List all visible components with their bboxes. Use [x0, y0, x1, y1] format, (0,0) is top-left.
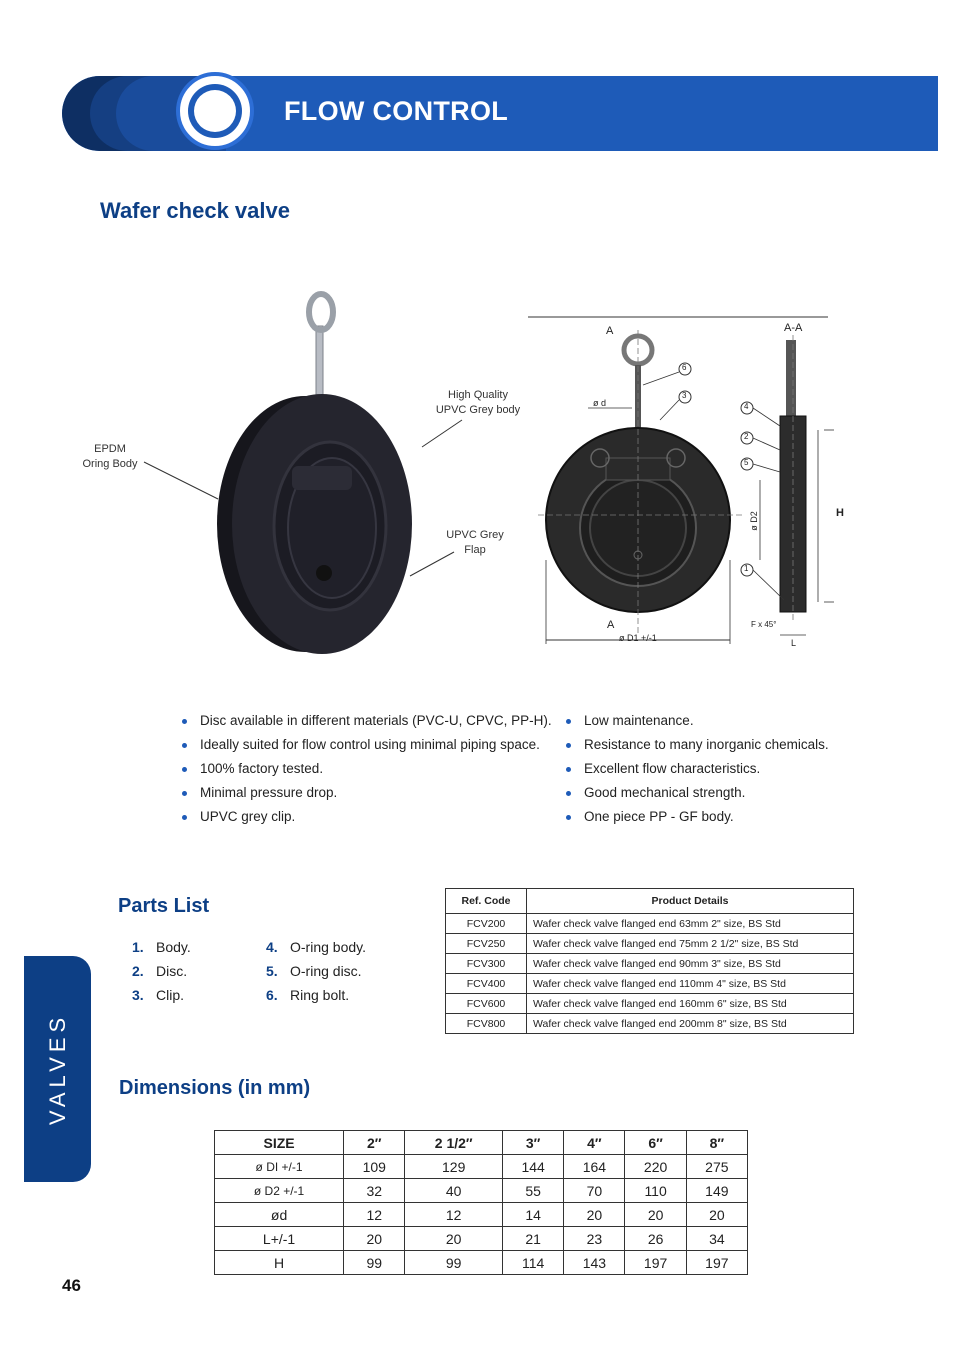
feature-item: Ideally suited for flow control using minimal piping space. — [182, 733, 552, 757]
valve-illustration — [60, 290, 530, 670]
row-label: L+/-1 — [215, 1227, 344, 1251]
features-right — [566, 709, 829, 829]
parts-list-title: Parts List — [118, 895, 210, 917]
column-header: 2 1/2″ — [405, 1131, 503, 1155]
ref-code-cell: FCV800 — [446, 1014, 527, 1034]
table-cell: 143 — [564, 1251, 625, 1275]
table-row — [446, 994, 854, 1014]
table-row — [215, 1251, 748, 1275]
drawing-label-a-bottom: A — [607, 619, 615, 631]
feature-item: Low maintenance. — [566, 709, 829, 733]
drawing-marker-1: 1 — [744, 564, 749, 573]
table-row — [215, 1155, 748, 1179]
column-header: Ref. Code — [446, 889, 527, 914]
column-header: 4″ — [564, 1131, 625, 1155]
table-cell: 26 — [625, 1227, 686, 1251]
product-details-cell: Wafer check valve flanged end 160mm 6" size, BS Std — [527, 994, 854, 1014]
table-cell: 32 — [344, 1179, 405, 1203]
column-header: SIZE — [215, 1131, 344, 1155]
part-label: Disc. — [156, 963, 188, 979]
drawing-label-d: ø d — [593, 398, 607, 408]
drawing-marker-2: 2 — [744, 432, 749, 441]
parts-list-col1 — [132, 935, 191, 1007]
part-label: O-ring disc. — [290, 963, 362, 979]
table-cell: 55 — [503, 1179, 564, 1203]
header-title: FLOW CONTROL — [284, 96, 509, 126]
part-number: 3. — [132, 987, 144, 1003]
feature-item: Excellent flow characteristics. — [566, 757, 829, 781]
part-number: 1. — [132, 939, 144, 955]
callout-epdm: EPDM Oring Body — [82, 443, 138, 470]
table-cell: 34 — [686, 1227, 747, 1251]
ref-code-cell: FCV300 — [446, 954, 527, 974]
table-cell: 129 — [405, 1155, 503, 1179]
callout-body: High Quality UPVC Grey body — [435, 389, 521, 416]
row-label: H — [215, 1251, 344, 1275]
table-row — [215, 1179, 748, 1203]
table-cell: 110 — [625, 1179, 686, 1203]
table-cell: 144 — [503, 1155, 564, 1179]
table-cell: 275 — [686, 1155, 747, 1179]
column-header: 8″ — [686, 1131, 747, 1155]
column-header: 6″ — [625, 1131, 686, 1155]
features-left — [182, 709, 552, 829]
part-item — [132, 959, 191, 983]
drawing-label-h: H — [836, 507, 844, 519]
table-cell: 109 — [344, 1155, 405, 1179]
part-item — [266, 935, 366, 959]
table-cell: 20 — [686, 1203, 747, 1227]
table-cell: 23 — [564, 1227, 625, 1251]
feature-item: UPVC grey clip. — [182, 805, 552, 829]
table-row — [446, 934, 854, 954]
table-cell: 114 — [503, 1251, 564, 1275]
table-cell: 149 — [686, 1179, 747, 1203]
drawing-marker-3: 3 — [682, 391, 687, 400]
table-row — [446, 954, 854, 974]
ref-code-cell: FCV250 — [446, 934, 527, 954]
drawing-label-a-top: A — [606, 325, 614, 337]
parts-list-col2 — [266, 935, 366, 1007]
table-cell: 40 — [405, 1179, 503, 1203]
feature-item: Disc available in different materials (PVC-U, CPVC, PP-H). — [182, 709, 552, 733]
product-details-cell: Wafer check valve flanged end 200mm 8" size, BS Std — [527, 1014, 854, 1034]
drawing-marker-6: 6 — [682, 363, 687, 372]
table-row — [446, 974, 854, 994]
table-cell: 220 — [625, 1155, 686, 1179]
table-row — [446, 914, 854, 934]
table-cell: 21 — [503, 1227, 564, 1251]
ring-logo-icon — [176, 72, 254, 150]
table-cell: 14 — [503, 1203, 564, 1227]
product-details-cell: Wafer check valve flanged end 75mm 2 1/2" size, BS Std — [527, 934, 854, 954]
dimensions-table — [214, 1130, 748, 1275]
product-title: Wafer check valve — [100, 198, 290, 223]
ref-code-cell: FCV200 — [446, 914, 527, 934]
table-row — [215, 1203, 748, 1227]
part-label: Body. — [156, 939, 191, 955]
row-label: ø D2 +/-1 — [215, 1179, 344, 1203]
drawing-label-f: F x 45° — [751, 620, 777, 629]
table-cell: 12 — [405, 1203, 503, 1227]
table-cell: 20 — [625, 1203, 686, 1227]
feature-item: Good mechanical strength. — [566, 781, 829, 805]
table-cell: 99 — [405, 1251, 503, 1275]
row-label: ø DI +/-1 — [215, 1155, 344, 1179]
drawing-label-d1: ø D1 +/-1 — [619, 633, 657, 643]
column-header: 3″ — [503, 1131, 564, 1155]
product-details-cell: Wafer check valve flanged end 63mm 2" size, BS Std — [527, 914, 854, 934]
drawing-marker-4: 4 — [744, 402, 749, 411]
part-label: Ring bolt. — [290, 987, 350, 1003]
feature-item: 100% factory tested. — [182, 757, 552, 781]
part-number: 6. — [266, 987, 278, 1003]
ref-code-cell: FCV400 — [446, 974, 527, 994]
table-cell: 197 — [686, 1251, 747, 1275]
section-side-tab — [24, 956, 91, 1182]
part-item — [132, 983, 191, 1007]
feature-item: One piece PP - GF body. — [566, 805, 829, 829]
ref-code-table — [445, 888, 854, 1034]
table-header-row — [446, 889, 854, 914]
table-cell: 99 — [344, 1251, 405, 1275]
technical-drawing — [528, 310, 858, 655]
callout-flap: UPVC Grey Flap — [446, 529, 504, 556]
part-item — [132, 935, 191, 959]
feature-item: Minimal pressure drop. — [182, 781, 552, 805]
table-cell: 70 — [564, 1179, 625, 1203]
drawing-label-l: L — [791, 638, 797, 648]
drawing-marker-5: 5 — [744, 458, 749, 467]
table-cell: 164 — [564, 1155, 625, 1179]
table-cell: 20 — [344, 1227, 405, 1251]
table-cell: 12 — [344, 1203, 405, 1227]
part-number: 5. — [266, 963, 278, 979]
row-label: ød — [215, 1203, 344, 1227]
drawing-label-aa: A-A — [784, 322, 803, 334]
product-details-cell: Wafer check valve flanged end 110mm 4" size, BS Std — [527, 974, 854, 994]
part-label: Clip. — [156, 987, 185, 1003]
column-header: 2″ — [344, 1131, 405, 1155]
part-item — [266, 983, 366, 1007]
table-header-row — [215, 1131, 748, 1155]
table-cell: 20 — [405, 1227, 503, 1251]
part-number: 2. — [132, 963, 144, 979]
feature-item: Resistance to many inorganic chemicals. — [566, 733, 829, 757]
part-item — [266, 959, 366, 983]
column-header: Product Details — [527, 889, 854, 914]
table-cell: 197 — [625, 1251, 686, 1275]
page-number: 46 — [62, 1276, 81, 1295]
table-row — [446, 1014, 854, 1034]
part-label: O-ring body. — [290, 939, 366, 955]
side-tab-label: VALVES — [44, 1012, 70, 1126]
drawing-label-d2: ø D2 — [748, 511, 759, 531]
table-cell: 20 — [564, 1203, 625, 1227]
dimensions-title: Dimensions (in mm) — [119, 1077, 311, 1099]
product-details-cell: Wafer check valve flanged end 90mm 3" size, BS Std — [527, 954, 854, 974]
table-row — [215, 1227, 748, 1251]
part-number: 4. — [266, 939, 278, 955]
ref-code-cell: FCV600 — [446, 994, 527, 1014]
